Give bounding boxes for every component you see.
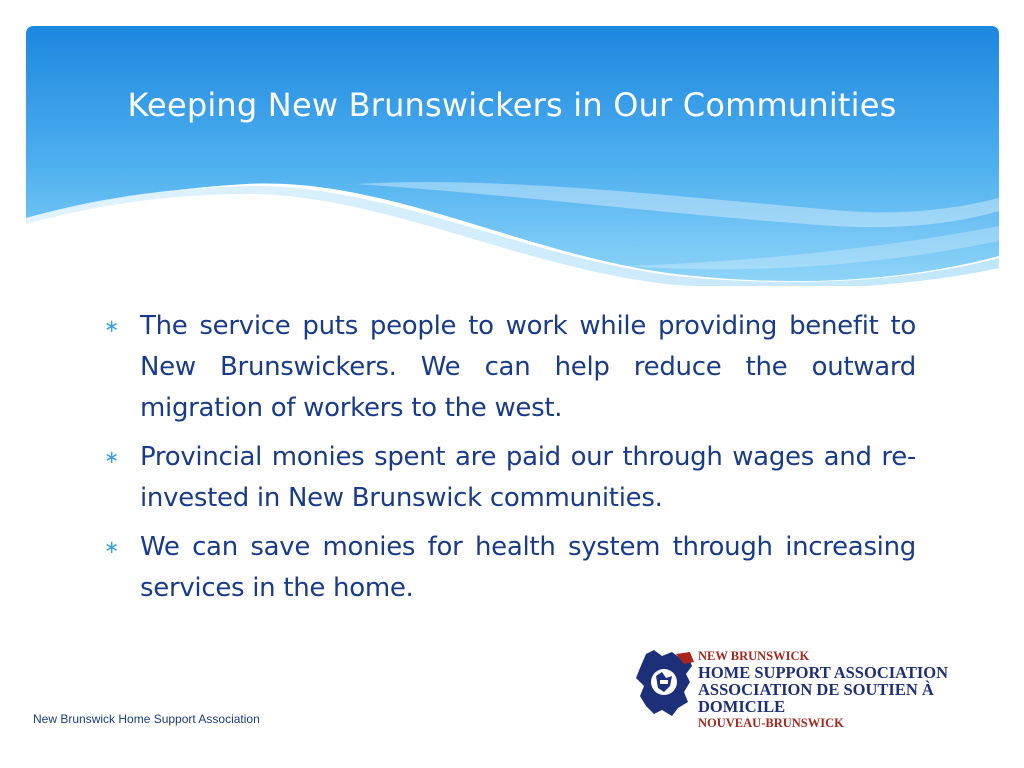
asterisk-bullet-icon: ∗	[104, 316, 119, 337]
province-map-emblem-icon	[632, 648, 694, 718]
bullet-item	[104, 527, 916, 609]
asterisk-bullet-icon: ∗	[104, 447, 119, 468]
footer-organization-name: New Brunswick Home Support Association	[33, 712, 260, 726]
slide-header-banner	[26, 26, 999, 286]
wave-banner-graphic	[26, 26, 999, 286]
logo-line-french-name: ASSOCIATION DE SOUTIEN À DOMICILE	[698, 680, 934, 716]
bullet-item	[104, 437, 916, 519]
logo-line-province: NEW BRUNSWICK	[698, 649, 810, 663]
bullet-text: Provincial monies spent are paid our through wages and re-invested in New Brunswick communities.	[140, 442, 916, 513]
logo-wordmark	[698, 650, 1002, 730]
slide-title: Keeping New Brunswickers in Our Communities	[127, 86, 897, 124]
logo-line-province-french: NOUVEAU-BRUNSWICK	[698, 716, 844, 730]
bullet-item	[104, 306, 916, 429]
asterisk-bullet-icon: ∗	[104, 537, 119, 558]
bullet-list	[104, 306, 916, 617]
logo-line-english-name: HOME SUPPORT ASSOCIATION	[698, 662, 949, 682]
association-logo	[632, 648, 1002, 730]
bullet-text: We can save monies for health system through increasing services in the home.	[140, 532, 916, 603]
bullet-text: The service puts people to work while providing benefit to New Brunswickers. We can help reduce the outward migration of workers to the west.	[140, 311, 916, 423]
